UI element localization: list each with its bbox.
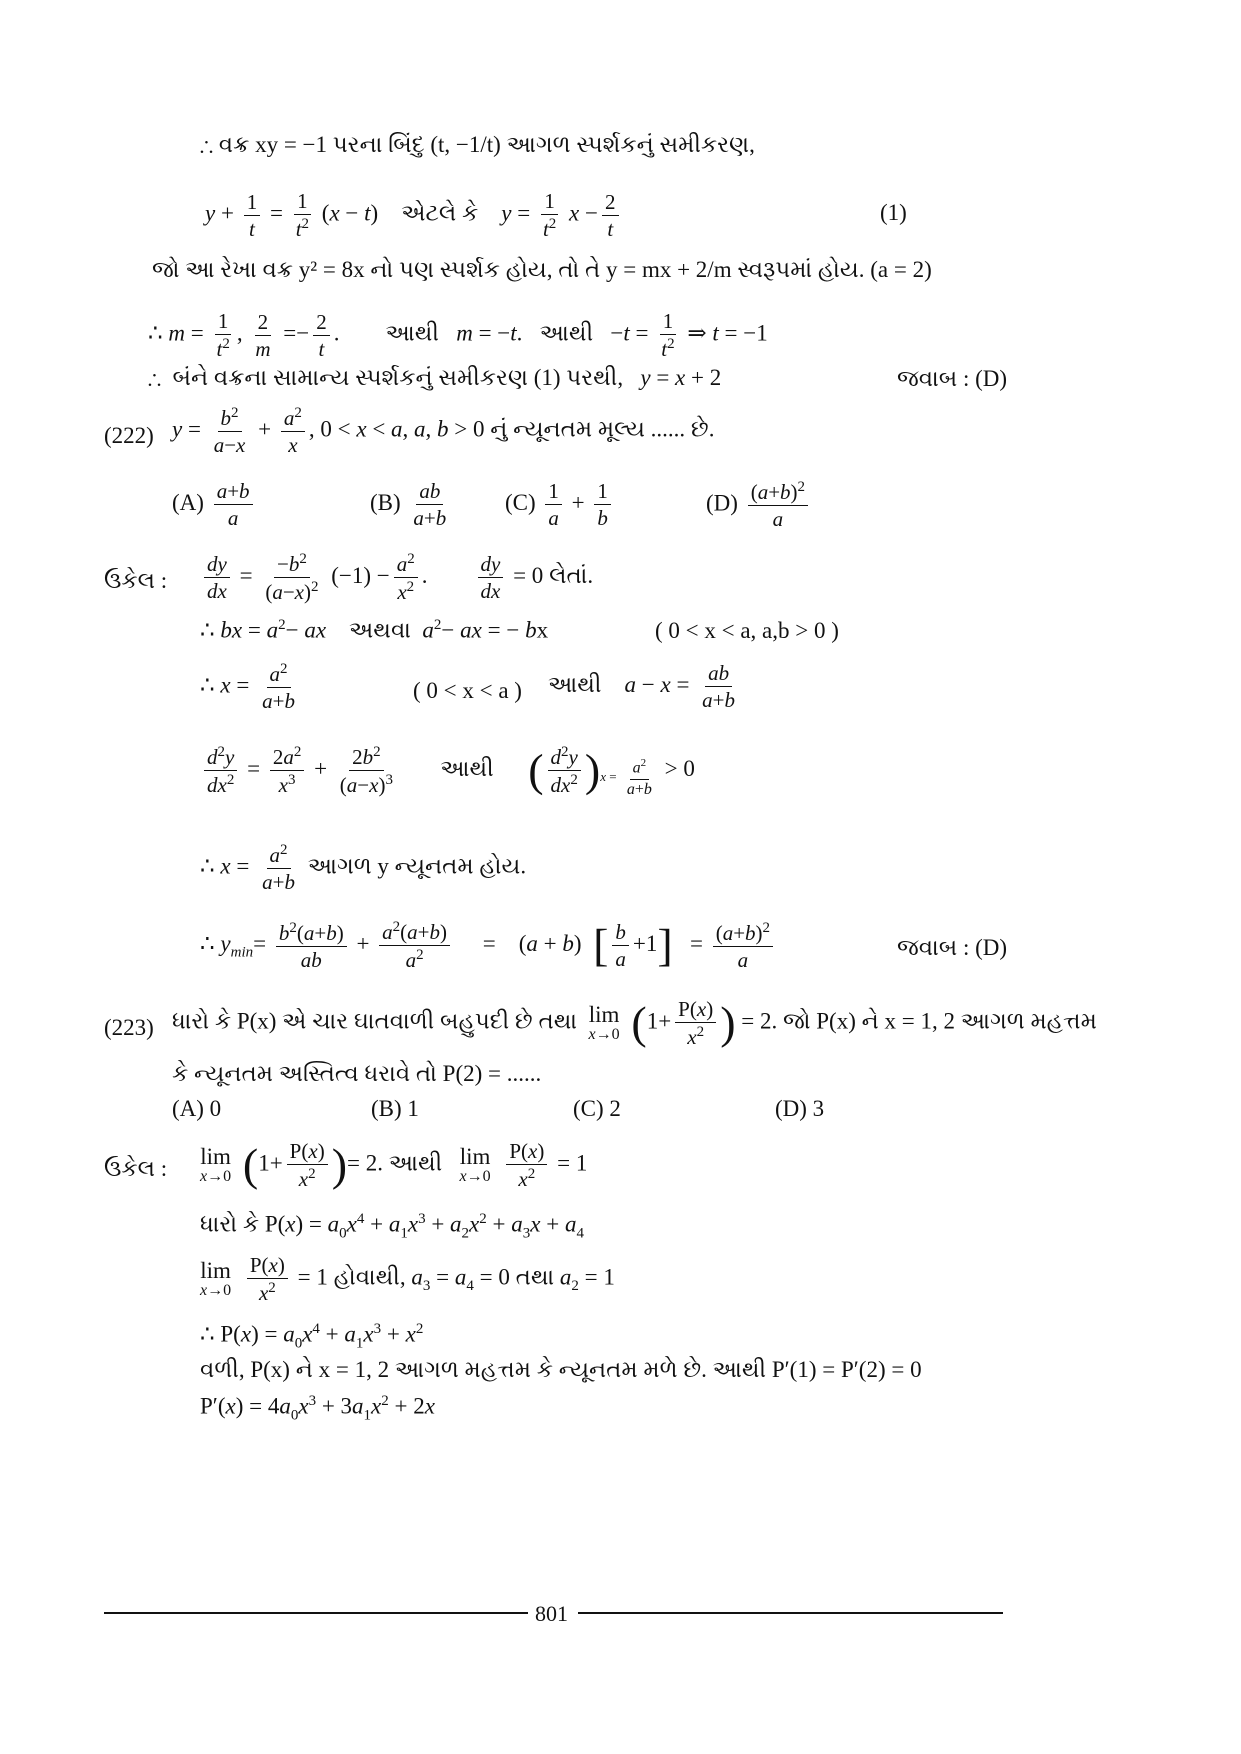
- option-b-label: (B): [370, 489, 401, 515]
- q223-s3-tail: = 0 તથા: [479, 1264, 555, 1290]
- q222-option-a: (A) $\frac{a+b}{a}$: [172, 480, 257, 529]
- footer-rule-right: [578, 1612, 1003, 1614]
- q223-s1: lim x→0 (1+ $\frac{P(x)}{x^2}$ )= 2. આથી lim x→0 $\frac{P(x)}{x^2}$ = 1: [200, 1139, 588, 1192]
- min-at-text: આગળ y ન્યૂનતમ હોય.: [307, 853, 527, 879]
- q223-s4: ∴ $P(x) = a_0x^4 + a_1x^3 + x^2$: [200, 1321, 424, 1352]
- page-number: 801: [535, 1601, 568, 1626]
- a-minus-x-line: આથી a − x = $\frac{ab}{a+b}$: [548, 661, 736, 713]
- q223-s5: વળી, P(x) ને x = 1, 2 આગળ મહત્તમ કે ન્યૂનતમ મળે છે. આથી P′(1) = P′(2) = 0: [200, 1357, 922, 1382]
- q223-s1-mid: = 2. આથી: [347, 1150, 443, 1176]
- x-value-line: ∴ x = $\frac{a^2}{a+b}$: [200, 661, 295, 714]
- q223-number: (223): [104, 1015, 154, 1040]
- answer-2: જવાબ : (D): [897, 935, 1008, 960]
- q223-option-d: (D) 3: [775, 1096, 825, 1121]
- aathi-4: આથી: [440, 755, 494, 781]
- q223-option-c: (C) 2: [573, 1096, 621, 1121]
- athva-text: અથવા: [349, 617, 411, 643]
- q223-s2: ધારો કે $P(x) = a_0x^4 + a_1x^3 + a_2x^2 + a_3x + a_4$: [200, 1211, 584, 1242]
- q223-solution-label: ઉકેલ :: [104, 1156, 168, 1181]
- footer-rule-left: [104, 1612, 528, 1614]
- q223-text-c: કે ન્યૂનતમ અસ્તિત્વ ધરાવે તો P(2) = ......: [172, 1061, 542, 1086]
- q222-option-b: (B) $\frac{ab}{a+b}$: [370, 479, 447, 531]
- common-tangent-line: ∴ બંને વક્રના સામાન્ય સ્પર્શકનું સમીકરણ (1) પરથી, y = x + 2: [148, 365, 722, 390]
- q223-s6: $P'(x) = 4a_0x^3 + 3a_1x^2 + 2x$: [200, 1393, 435, 1424]
- aathi-3: આથી: [548, 671, 602, 697]
- q222-option-d: (D) $\frac{(a+b)^2}{a}$: [706, 480, 812, 530]
- q223-text-a: ધારો કે P(x) એ ચાર ઘાતવાળી બહુપદી છે તથા: [172, 1008, 577, 1034]
- q222-number: (222): [104, 423, 154, 448]
- q223-statement-1: ધારો કે P(x) એ ચાર ઘાતવાળી બહુપદી છે તથા lim x→0 (1+ $\frac{P(x)}{x^2}$ ) = 2. જો P(x) ને x = 1, 2 આગળ મહત્તમ: [172, 997, 1097, 1050]
- q223-s3: lim x→0 $\frac{P(x)}{x^2}$ = 1 હોવાથી, $a_3 = a_4 = 0$ તથા $a_2 = 1$: [200, 1253, 615, 1306]
- tangent-intro-line: ∴ વક્ર xy = −1 પરના બિંદુ (t, −1/t) આગળ સ્પર્શકનું સમીકરણ,: [200, 132, 755, 157]
- q223-s3-mid: = 1 હોવાથી,: [297, 1264, 406, 1290]
- condition-1: ( 0 < x < a, a,b > 0 ): [655, 618, 839, 643]
- q222-option-c: (C) $\frac{1}{a}$ + $\frac{1}{b}$: [505, 480, 615, 529]
- derivative-line: $\frac{dy}{dx}$ = $\frac{-b^2}{(a-x)^2}$ (−1) − $\frac{a^2}{x^2}$ . $\frac{dy}{dx}$ = 0 લેતાં.: [200, 552, 593, 603]
- q222-solution-label: ઉકેલ :: [104, 568, 168, 593]
- equation-label-1: (1): [880, 200, 907, 225]
- m-equation: ∴ m = $\frac{1}{t^2}$ , $\frac{2}{m}$ =− $\frac{2}{t}$ . આથી m = −t. આથી −t = $\frac{1}{t^2}$ ⇒ t = −1: [148, 309, 768, 362]
- option-c-label: (C): [505, 489, 536, 515]
- bx-line: ∴ bx = $a^2-$ ax અથવા $a^2-$ ax = − bx: [200, 617, 549, 643]
- answer-1: જવાબ : (D): [897, 366, 1008, 391]
- tangent-equation: y + $\frac{1}{t}$ = $\frac{1}{t^2}$ (x − t) એટલે કે y = $\frac{1}{t^2}$ x − $\frac{2}{t}$: [205, 190, 623, 240]
- q222-tail: નું ન્યૂનતમ મૂલ્ય ...... છે.: [490, 416, 715, 442]
- q223-text-b: = 2. જો P(x) ને x = 1, 2 આગળ મહત્તમ: [741, 1008, 1097, 1034]
- q223-option-a: (A) 0: [172, 1096, 222, 1121]
- min-at-line: ∴ x = $\frac{a^2}{a+b}$ આગળ y ન્યૂનતમ હોય.: [200, 842, 527, 895]
- q223-s2-pre: ધારો કે: [200, 1211, 260, 1237]
- ymin-line: ∴ $y_{min}=$ $\frac{b^2(a+b)}{ab}$ + $\frac{a^2(a+b)}{a^2}$ = (a + b) [ $\frac{b}{a}$ +1] = $\frac{(a+b)^2}{a}$: [200, 920, 777, 971]
- tangent-intro-text: વક્ર xy = −1 પરના બિંદુ (t, −1/t) આગળ સ્પર્શકનું સમીકરણ,: [218, 132, 755, 157]
- line-jo: જો આ રેખા વક્ર y² = 8x નો પણ સ્પર્શક હોય, તો તે y = mx + 2/m સ્વરૂપમાં હોય. (a = 2): [152, 257, 932, 282]
- etle-ke-text: એટલે કે: [401, 200, 479, 226]
- aathi-1: આથી: [385, 320, 439, 346]
- aathi-2: આથી: [539, 320, 594, 346]
- common-tangent-text: બંને વક્રના સામાન્ય સ્પર્શકનું સમીકરણ (1) પરથી,: [172, 365, 624, 390]
- condition-2: ( 0 < x < a ): [413, 678, 522, 703]
- second-derivative-line: $\frac{d^2y}{dx^2}$ = $\frac{2a^2}{x^3}$ + $\frac{2b^2}{(a-x)^3}$ આથી ( $\frac{d^2y}{dx^2}$ )$_{x = \frac{a^2}{a+b}}$ > 0: [200, 745, 695, 799]
- option-d-label: (D): [706, 490, 738, 516]
- option-a-label: (A): [172, 489, 204, 515]
- q223-option-b: (B) 1: [371, 1096, 419, 1121]
- q222-statement: y = $\frac{b^2}{a-x}$ + $\frac{a^2}{x}$ , 0 < x < a, a, b > 0 નું ન્યૂનતમ મૂલ્ય ...... છે.: [172, 405, 715, 458]
- letata-text: લેતાં.: [549, 562, 594, 588]
